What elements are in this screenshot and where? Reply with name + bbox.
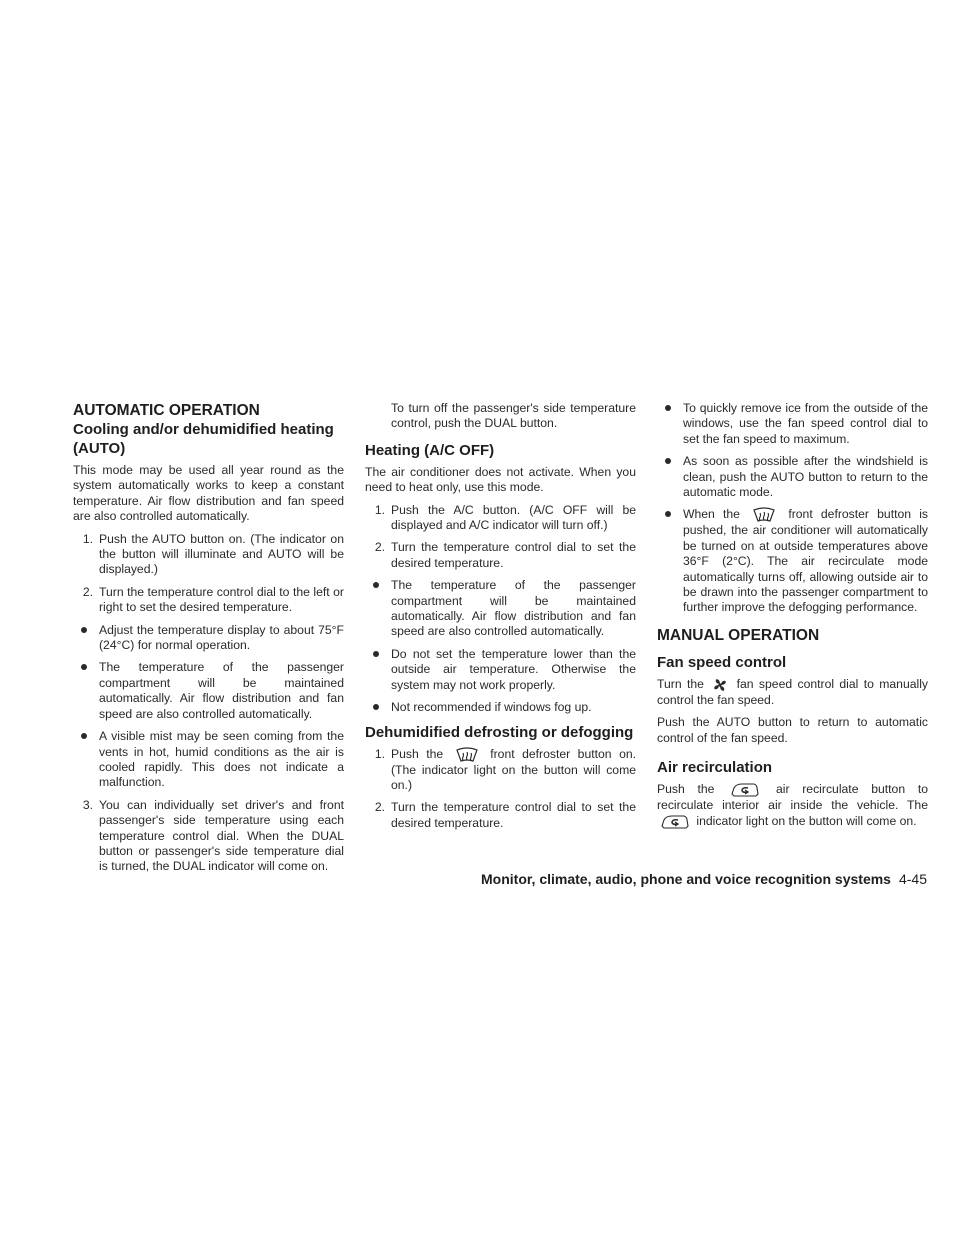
bullet-icon — [665, 405, 671, 411]
list-item: A visible mist may be seen coming from the vents in hot, humid conditions as the air is cooled rapidly. This does not indicate a malfunction. — [73, 729, 344, 791]
recirculation-icon — [730, 782, 760, 798]
defroster-icon — [454, 747, 480, 763]
list-item: The temperature of the passenger compartment will be maintained automatically. Air flow distribution and fan speed are also controlled automatically. — [365, 578, 636, 640]
fan-speed-text: Turn the fan speed control dial to manually control the fan speed. — [657, 677, 929, 707]
auto-intro: This mode may be used all year round as the system automatically works to keep a constant temperature. Air flow distribution and fan speed are also controlled automatically. — [73, 463, 344, 524]
list-item: 2. Turn the temperature control dial to set the desired temperature. — [374, 540, 636, 570]
list-item: 1. Push the front defroster button on. (The indicator light on the button will come on.) — [374, 746, 637, 792]
list-item: 1. Push the AUTO button on. (The indicator on the button will illuminate and AUTO will be displayed.) — [82, 531, 344, 577]
bullet-icon — [81, 627, 87, 633]
list-item: Do not set the temperature lower than the outside air temperature. Otherwise the system may not work properly. — [365, 647, 636, 693]
bullet-icon — [81, 664, 87, 670]
fan-auto-text: Push the AUTO button to return to automatic control of the fan speed. — [657, 715, 928, 745]
list-item: To quickly remove ice from the outside of the windows, use the fan speed control dial to set the fan speed to maximum. — [657, 401, 928, 447]
page-number: 4-45 — [898, 871, 927, 887]
bullet-icon — [373, 582, 379, 588]
bullet-icon — [373, 704, 379, 710]
bullet-icon — [81, 733, 87, 739]
list-item: When the front defroster button is pushed, the air conditioner will automatically be turned on at outside temperatures above 36°F (2°C). The air recirculate mode automatically turns off, allowing outside air to be drawn into the passenger compartment to further improve the defogging performance. — [657, 507, 928, 615]
heading-heating-ac-off: Heating (A/C OFF) — [365, 441, 495, 459]
recirculation-icon — [660, 814, 690, 830]
heating-intro: The air conditioner does not activate. When you need to heat only, use this mode. — [365, 464, 636, 495]
bullet-icon — [373, 651, 379, 657]
heading-automatic-operation: AUTOMATIC OPERATION — [73, 402, 260, 419]
list-item: 1. Push the A/C button. (A/C OFF will be displayed and A/C indicator will turn off.) — [374, 502, 636, 533]
defroster-icon — [751, 507, 777, 523]
page-footer — [481, 870, 927, 888]
column-3 — [657, 401, 928, 837]
list-item: As soon as possible after the windshield is clean, push the AUTO button to return to the automatic mode. — [657, 454, 928, 500]
list-item: 2. Turn the temperature control dial to the left or right to set the desired temperature. — [82, 584, 344, 615]
auto-steps — [73, 532, 344, 875]
heading-manual-operation: MANUAL OPERATION — [657, 626, 820, 644]
list-item: Not recommended if windows fog up. — [365, 700, 636, 715]
list-item: Adjust the temperature display to about 75°F (24°C) for normal operation. — [73, 623, 344, 654]
heading-cooling-auto: Cooling and/or dehumidified heating (AUTO) — [73, 421, 334, 457]
dual-continuation: To turn off the passenger's side temperature control, push the DUAL button. — [391, 401, 636, 431]
list-item: 3. You can individually set driver's and front passenger's side temperature using each temperature control dial. When the DUAL button or passenger's side temperature dial is turned, the DUAL indicator will come on. — [82, 797, 344, 874]
heading-fan-speed: Fan speed control — [657, 653, 787, 671]
heating-steps — [365, 503, 636, 716]
list-item: 2. Turn the temperature control dial to set the desired temperature. — [374, 800, 636, 830]
column-1 — [73, 401, 344, 882]
heading-air-recirculation: Air recirculation — [657, 759, 773, 777]
defrost-steps — [365, 747, 636, 832]
bullet-icon — [665, 511, 671, 517]
column-2 — [365, 401, 636, 838]
list-item: The temperature of the passenger compartment will be maintained automatically. Air flow distribution and fan speed are also controlled automatically. — [73, 660, 344, 722]
heading-defrosting: Dehumidified defrosting or defogging — [365, 723, 634, 741]
defrost-notes — [657, 401, 928, 616]
fan-icon — [712, 677, 728, 693]
recirculation-text: Push the air recirculate button to recirculate interior air inside the vehicle. The indicator light on the button will come on. — [657, 782, 929, 828]
bullet-icon — [665, 458, 671, 464]
footer-section-title: Monitor, climate, audio, phone and voice recognition systems — [481, 871, 891, 887]
